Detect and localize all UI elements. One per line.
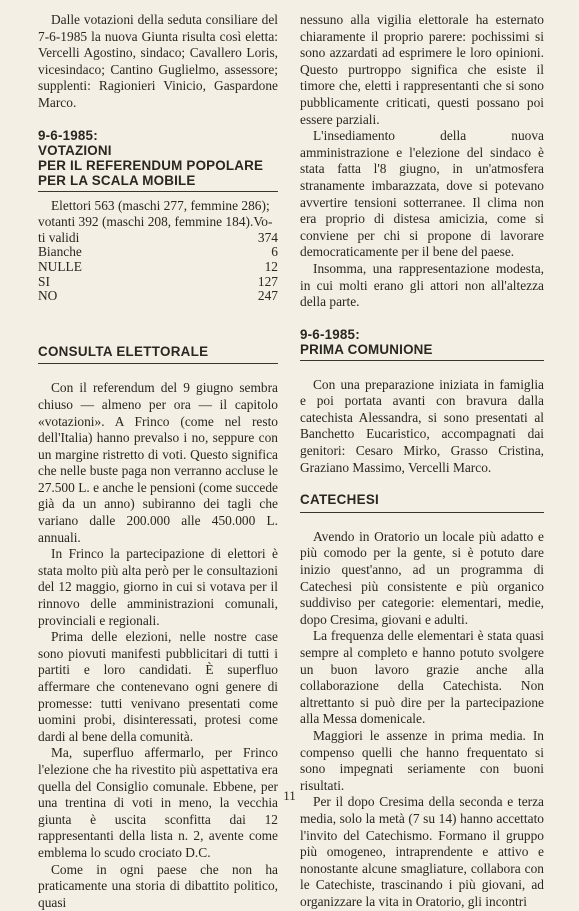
consulta-title: CONSULTA ELETTORALE	[38, 343, 209, 359]
result-value: 127	[257, 273, 278, 289]
result-value: 247	[257, 288, 278, 304]
continuation-paragraph: Insomma, una rappresentazione modesta, in cui molti erano gli attori non all'altezza della parte.	[300, 260, 544, 310]
left-column	[38, 12, 278, 911]
referendum-title-line: PER LA SCALA MOBILE	[38, 172, 196, 188]
result-label: NO	[38, 288, 58, 304]
referendum-date: 9-6-1985:	[38, 127, 98, 143]
referendum-title-line: PER IL REFERENDUM POPOLARE	[38, 157, 264, 173]
table-row	[38, 260, 278, 275]
consulta-paragraph: Prima delle elezioni, nelle nostre case sono piovuti manifesti pubblicitari di tutti i partiti e loro candidati. È superfluo affermare che contenevano ogni genere di promesse: tutti venivano presentati come uomini probi, disinteressati, protesi come dardi al bene della comunità.	[38, 629, 278, 744]
table-row	[38, 289, 278, 304]
catechesi-title: CATECHESI	[300, 492, 380, 508]
comunione-heading	[300, 327, 544, 357]
table-row	[38, 245, 278, 260]
result-label: NULLE	[38, 258, 82, 274]
result-label: Bianche	[38, 244, 82, 260]
catechesi-paragraph: Maggiori le assenze in prima media. In compenso quelli che hanno frequentato si sono impegnati seriamente con buoni risultati.	[300, 727, 544, 793]
result-value: 374	[257, 229, 278, 245]
referendum-heading	[38, 128, 278, 188]
table-row	[38, 275, 278, 290]
catechesi-paragraph: Avendo in Oratorio un locale più adatto e più comodo per la gente, si è potuto dare inizio quest'anno, ad un programma di Catechesi più consistente e più organico suddiviso per categorie: elementari, medie, dopo Cresima, giovani e adulti.	[300, 528, 544, 627]
right-column	[300, 12, 544, 911]
comunione-title: PRIMA COMUNIONE	[300, 341, 433, 357]
referendum-results-table	[38, 231, 278, 304]
result-value: 6	[271, 244, 278, 260]
table-row	[38, 231, 278, 246]
continuation-paragraph: L'insediamento della nuova amministrazione e l'elezione del sindaco è stata fatta l'8 giugno, in un'atmosfera stranamente imbarazzata, dove si potevano avvertire tensioni sotterranee. Il clima non era proprio di distesa amicizia, come si conviene per chi si propone di lavorare democraticamente per il bene del paese.	[300, 128, 544, 260]
electors-line: Elettori 563 (maschi 277, femmine 286);	[51, 197, 270, 213]
catechesi-paragraph: Per il dopo Cresima della seconda e terza media, solo la metà (7 su 14) hanno accettato l'invito del Catechismo. Formano il gruppo più omogeneo, intraprendente e attivo e nonostante alcune smagliature, collabora con le Catechiste, trascinando i più giovani, ad organizzare la vita in Oratorio, gli incontri	[300, 794, 544, 909]
page-number: 11	[283, 788, 296, 803]
result-label: SI	[38, 273, 50, 289]
consulta-paragraph: Con il referendum del 9 giugno sembra chiuso — almeno per ora — il capitolo «votazioni». A Frinco (come nel resto dell'Italia) hanno prevalso i no, seppure con un margine ristretto di voti. Questo significa che nelle buste paga non verranno accluse le 27.500 L. e anche le pensioni (come succede già da un anno) subiranno dei tagli che variano dalle 200.000 alle 450.000 L. annuali.	[38, 380, 278, 545]
result-label: ti validi	[38, 229, 80, 245]
referendum-title-line: VOTAZIONI	[38, 142, 112, 158]
result-value: 12	[264, 258, 278, 274]
voters-line: votanti 392 (maschi 208, femmine 184).Vo-	[38, 214, 273, 230]
consulta-paragraph: In Frinco la partecipazione di elettori è stata molto più alta però per le consultazioni del 12 maggio, giorno in cui si votava per il rinnovo delle amministrazioni comunali, provinciali e regionali.	[38, 546, 278, 628]
consulta-paragraph: Ma, superfluo affermarlo, per Frinco l'elezione che ha rivestito più aspettativa era quella del Consiglio comunale. Ebbene, per una trentina di voti in meno, la vecchia giunta è uscita sconfitta dai 12 rappresentanti della lista n. 2, avente come emblema lo scudo crociato D.C.	[38, 745, 278, 860]
comunione-paragraph: Con una preparazione iniziata in famiglia e poi portata avanti con bravura dalla catechista Alessandra, si sono presentati al Banchetto Eucaristico, accompagnati dai genitori: Cesaro Mirko, Grasso Cristina, Graziano Massimo, Vercelli Marco.	[300, 376, 544, 475]
giunta-paragraph: Dalle votazioni della seduta consiliare del 7-6-1985 la nuova Giunta risulta così eletta: Vercelli Agostino, sindaco; Cavallero Loris, vicesindaco; Cantino Guglielmo, assessore; supplenti: Ragionieri Vinicio, Gaspardone Marco.	[38, 12, 278, 110]
consulta-paragraph: Come in ogni paese che non ha praticamente una storia di dibattito politico, quasi	[38, 861, 278, 910]
comunione-date: 9-6-1985:	[300, 326, 360, 342]
catechesi-paragraph: La frequenza delle elementari è stata quasi sempre al completo e hanno potuto svolgere un buon lavoro grazie anche alla collaborazione della Catechista. Non altrettanto si può dire per la partecipazione alla Messa domenicale.	[300, 628, 544, 727]
continuation-paragraph: nessuno alla vigilia elettorale ha esternato chiaramente il proprio parere: pochissimi si sono azzardati ad esprimere le loro opinioni. Questo purtroppo significa che esiste il timore che, eletti i rappresentanti che si sono pubblicamente criticati, questi possano poi essere parziali.	[300, 12, 544, 127]
